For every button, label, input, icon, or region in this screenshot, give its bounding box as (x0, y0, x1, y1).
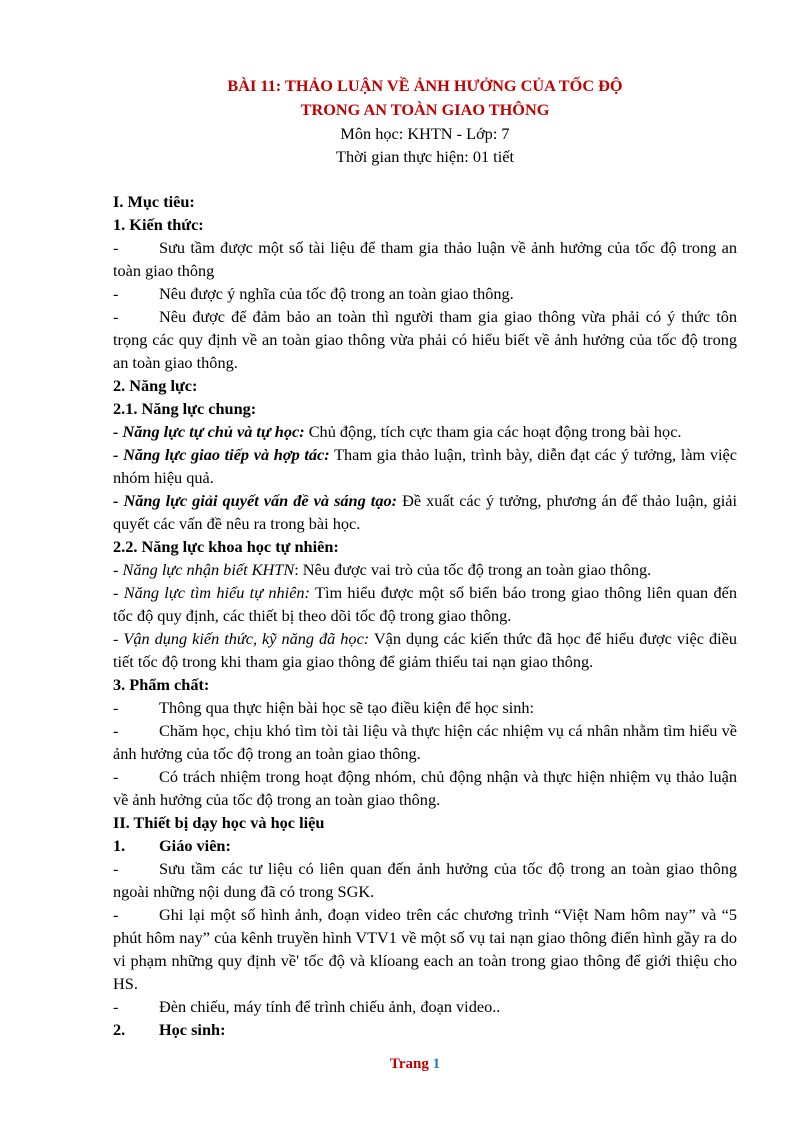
qualities-heading: 3. Phẩm chất: (113, 675, 210, 694)
subject-line: Môn học: KHTN - Lớp: 7 (340, 124, 510, 143)
page-label: Trang (389, 1056, 433, 1072)
list-item: - Năng lực giải quyết vấn đề và sáng tạo: Đề xuất các ý tưởng, phương án để thảo luận, giải quyết các vấn đề nêu ra trong bài học. (113, 491, 737, 533)
list-item: - Nêu được ý nghĩa của tốc độ trong an toàn giao thông. (113, 284, 514, 303)
list-item: - Thông qua thực hiện bài học sẽ tạo điều kiện để học sinh: (113, 698, 535, 717)
teacher-heading: 1. Giáo viên: (113, 836, 231, 855)
list-item: - Có trách nhiệm trong hoạt động nhóm, chủ động nhận và thực hiện nhiệm vụ thảo luận về ảnh hưởng của tốc độ trong an toàn giao thông. (113, 767, 737, 809)
list-item: - Ghi lại một số hình ảnh, đoạn video trên các chương trình “Việt Nam hôm nay” và “5 phút hôm nay” của kênh truyền hình VTV1 về một số vụ tai nạn giao thông điển hình gầy ra do vi phạm những quy định về' tốc độ và klíoang each an toàn trong giao thông để giới thiệu cho HS. (113, 905, 737, 993)
list-item: - Sưu tầm được một số tài liệu để tham gia thảo luận về ảnh hưởng của tốc độ trong an toàn giao thông (113, 238, 737, 280)
duration-line: Thời gian thực hiện: 01 tiết (336, 147, 514, 166)
knowledge-heading: 1. Kiến thức: (113, 215, 204, 234)
list-item: - Vận dụng kiến thức, kỹ năng đã học: Vận dụng các kiến thức đã học để hiểu được việc điều tiết tốc độ trong khi tham gia giao thông để giảm thiểu tai nạn giao thông. (113, 629, 737, 671)
title-line-1: BÀI 11: THẢO LUẬN VỀ ẢNH HƯỞNG CỦA TỐC ĐỘ (227, 76, 623, 95)
competence-heading: 2. Năng lực: (113, 376, 198, 395)
document-body (113, 74, 737, 1041)
list-item: - Đèn chiếu, máy tính để trình chiếu ảnh, đoạn video.. (113, 997, 501, 1016)
list-item: - Năng lực tìm hiểu tự nhiên: Tìm hiểu được một số biển báo trong giao thông liên quan đến tốc độ quy định, các thiết bị theo dõi tốc độ trong giao thông. (113, 583, 737, 625)
list-item: - Năng lực nhận biết KHTN: Nêu được vai trò của tốc độ trong an toàn giao thông. (113, 560, 652, 579)
lesson-title (113, 74, 737, 122)
list-item: - Chăm học, chịu khó tìm tòi tài liệu và thực hiện các nhiệm vụ cá nhân nhằm tìm hiểu về ảnh hưởng của tốc độ trong an toàn giao thông. (113, 721, 737, 763)
science-competence-heading: 2.2. Năng lực khoa học tự nhiên: (113, 537, 339, 556)
student-heading: 2. Học sinh: (113, 1020, 226, 1039)
page-number: 1 (432, 1056, 441, 1072)
page-footer (0, 1056, 794, 1073)
list-item: - Năng lực giao tiếp và hợp tác: Tham gia thảo luận, trình bày, diễn đạt các ý tưởng, làm việc nhóm hiệu quả. (113, 445, 737, 487)
title-line-2: TRONG AN TOÀN GIAO THÔNG (300, 100, 550, 119)
section-1-heading: I. Mục tiêu: (113, 192, 195, 211)
list-item: - Năng lực tự chủ và tự học: Chủ động, tích cực tham gia các hoạt động trong bài học. (113, 422, 682, 441)
section-2-heading: II. Thiết bị dạy học và học liệu (113, 813, 325, 832)
general-competence-heading: 2.1. Năng lực chung: (113, 399, 257, 418)
list-item: - Sưu tầm các tư liệu có liên quan đến ảnh hưởng của tốc độ trong an toàn giao thông ngoài những nội dung đã có trong SGK. (113, 859, 737, 901)
list-item: - Nêu được để đảm bảo an toàn thì người tham gia giao thông vừa phải có ý thức tôn trọng các quy định về an toàn giao thông vừa phải có hiểu biết về ảnh hưởng của tốc độ trong an toàn giao thông. (113, 307, 737, 372)
